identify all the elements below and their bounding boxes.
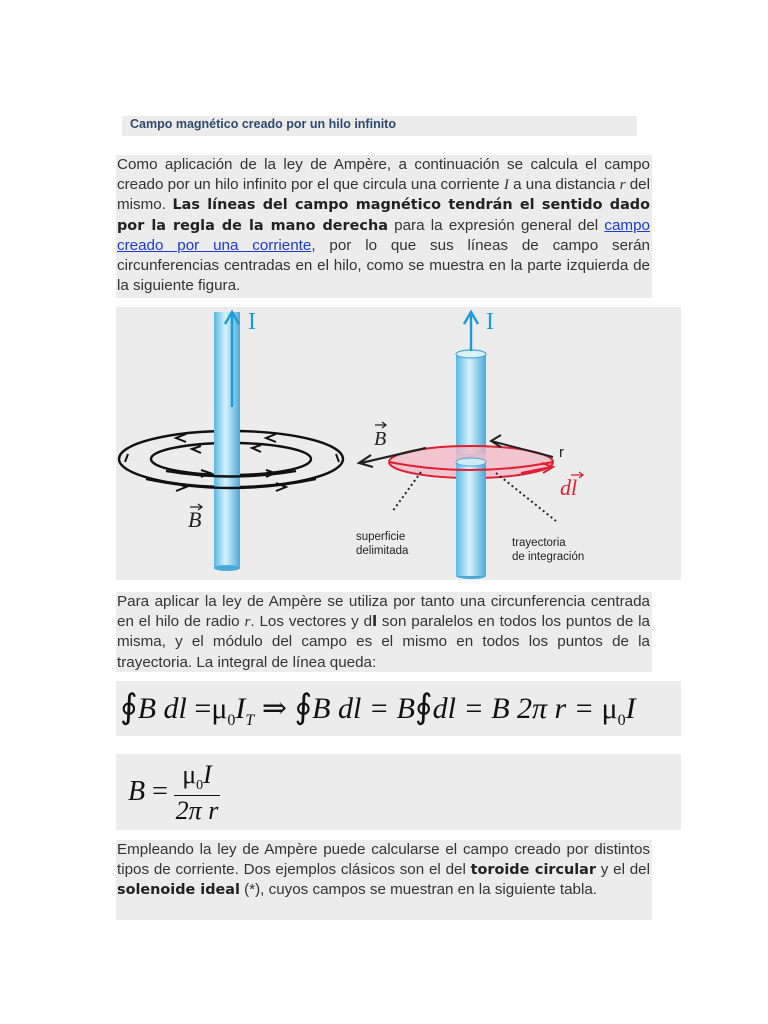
equation-1: ∮B dl $=\mu_0I_T$ ⇒ ∮B dl = B∮dl = B 2π $r = \mu_0I$: [120, 689, 636, 729]
path-label-1: trayectoria: [512, 537, 566, 549]
paragraph-3-block: [116, 840, 652, 920]
dl-label: dl: [560, 475, 578, 500]
paragraph-2-block: [116, 592, 652, 672]
left-current-label: I: [248, 309, 256, 335]
paragraph-1: Como aplicación de la ley de Ampère, a continuación se calcula el campo creado por un hilo infinito por el que circula una corriente I a una distancia r del mismo. Las líneas del campo magnético tendrán el sentido dado por la regla de la mano derecha para la expresión general del campo creado por una corriente, por lo que sus líneas de campo serán circunferencias centradas en el hilo, como se muestra en la parte izquierda de la siguiente figura.: [117, 156, 651, 295]
right-b-label: B: [374, 428, 387, 450]
right-current-label: I: [486, 309, 494, 335]
paragraph-1-block: [116, 155, 652, 298]
equation-line-integral: [116, 681, 681, 736]
left-b-label: B: [188, 507, 202, 532]
equation-field-result: [116, 754, 681, 830]
paragraph-2: Para aplicar la ley de Ampère se utiliza por tanto una circunferencia centrada en el hilo de radio r. Los vectores y dl son paralelos en todos los puntos de la misma, y el módulo del campo es el mismo en todos los puntos de la trayectoria. La integral de línea queda:: [117, 593, 650, 671]
left-wire: [214, 312, 240, 568]
toroide-text: toroide circular: [470, 862, 596, 879]
link-campo-corriente[interactable]: campo creado por una corriente: [117, 216, 650, 254]
equation-2-lhs: B =: [128, 776, 168, 807]
surface-label-2: delimitada: [356, 545, 409, 557]
solenoide-text: solenoide ideal: [117, 882, 240, 899]
figure-wire-field: [116, 307, 681, 580]
right-hand-rule-text: Las líneas del campo magnético tendrán el sentido dado por la regla de la mano derecha: [117, 197, 650, 234]
r-label: r: [559, 444, 564, 461]
left-diagram: [119, 309, 343, 571]
figure-svg: [116, 307, 681, 580]
right-diagram: [356, 309, 584, 579]
equation-2-fraction: $\mu_0I$ 2π r: [175, 760, 219, 826]
section-heading: Campo magnético creado por un hilo infinito: [130, 117, 396, 131]
surface-label-1: superficie: [356, 531, 406, 543]
paragraph-3: Empleando la ley de Ampère puede calcularse el campo creado por distintos tipos de corriente. Dos ejemplos clásicos son el del toroide circular y el del solenoide ideal (*), cuyos campos se muestran en la siguiente tabla.: [117, 841, 650, 899]
path-label-2: de integración: [512, 551, 585, 563]
